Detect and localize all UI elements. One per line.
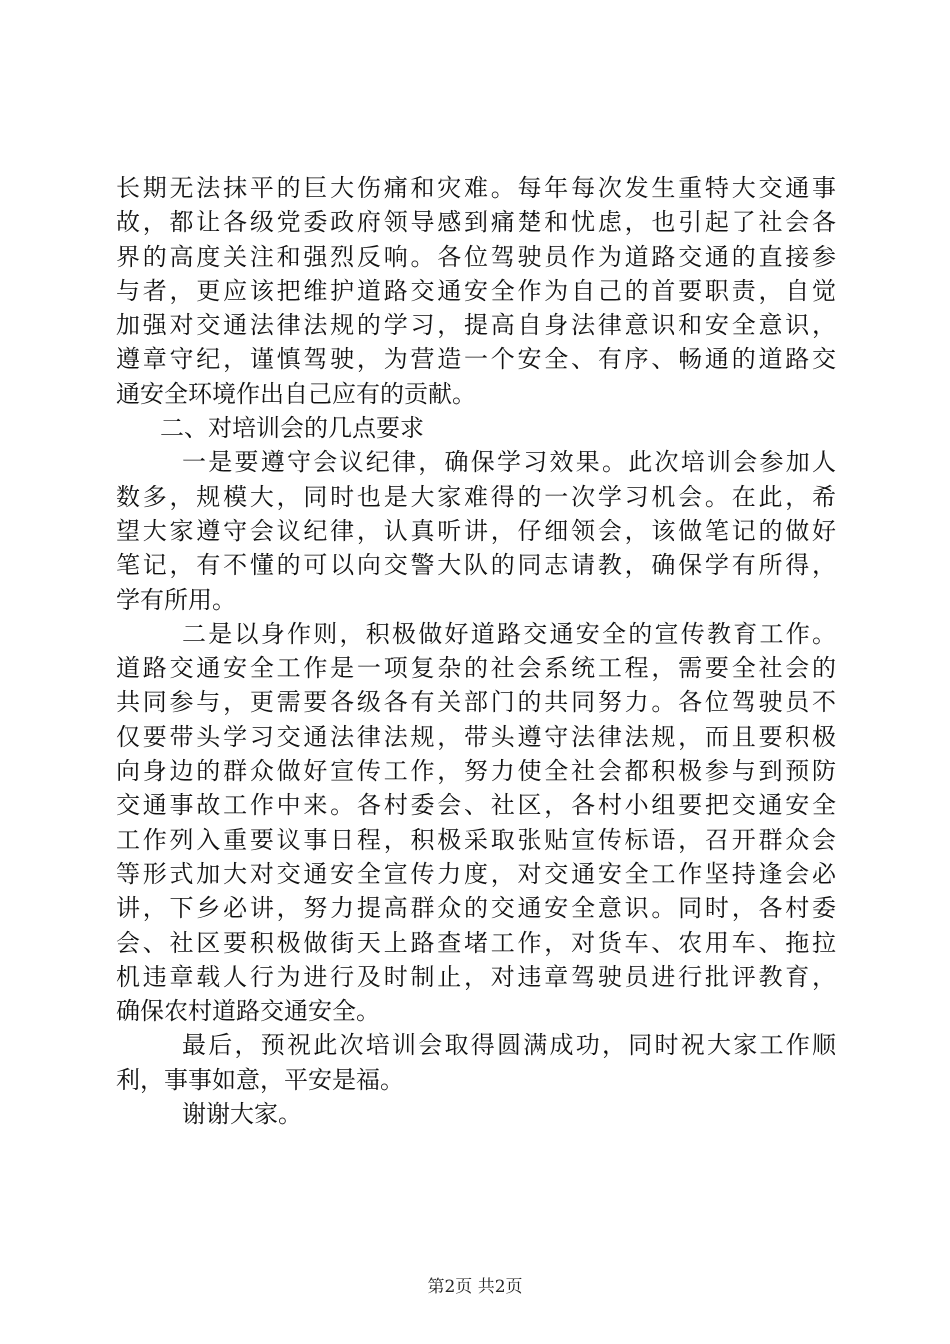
body-line: 利，事事如意，平安是福。 (116, 1065, 404, 1094)
body-line: 讲，下乡必讲，努力提高群众的交通安全意识。同时，各村委 (116, 894, 836, 923)
body-line: 故，都让各级党委政府领导感到痛楚和忧虑，也引起了社会各 (116, 208, 836, 237)
section-heading: 二、对培训会的几点要求 (160, 414, 424, 443)
body-line: 长期无法抹平的巨大伤痛和灾难。每年每次发生重特大交通事 (116, 174, 836, 202)
body-line: 机违章载人行为进行及时制止，对违章驾驶员进行批评教育， (116, 962, 836, 991)
body-line: 加强对交通法律法规的学习，提高自身法律意识和安全意识， (116, 311, 836, 340)
document-body (116, 171, 836, 1131)
body-line: 交通事故工作中来。各村委会、社区，各村小组要把交通安全 (116, 791, 836, 820)
body-line: 仅要带头学习交通法律法规，带头遵守法律法规，而且要积极 (116, 722, 836, 751)
body-line: 通安全环境作出自己应有的贡献。 (116, 379, 476, 408)
body-line: 二是以身作则，积极做好道路交通安全的宣传教育工作。 (182, 619, 836, 648)
body-line: 向身边的群众做好宣传工作，努力使全社会都积极参与到预防 (116, 757, 836, 786)
body-line: 共同参与，更需要各级各有关部门的共同努力。各位驾驶员不 (116, 688, 836, 717)
body-line: 学有所用。 (116, 585, 236, 614)
body-line: 会、社区要积极做街天上路查堵工作，对货车、农用车、拖拉 (116, 928, 836, 957)
body-line: 与者，更应该把维护道路交通安全作为自己的首要职责，自觉 (116, 276, 836, 305)
body-line: 最后，预祝此次培训会取得圆满成功，同时祝大家工作顺 (182, 1031, 836, 1060)
body-line: 一是要遵守会议纪律，确保学习效果。此次培训会参加人 (182, 448, 836, 477)
body-line: 界的高度关注和强烈反响。各位驾驶员作为道路交通的直接参 (116, 242, 836, 271)
body-line: 确保农村道路交通安全。 (116, 997, 380, 1026)
body-line: 数多，规模大，同时也是大家难得的一次学习机会。在此，希 (116, 482, 836, 511)
body-line: 望大家遵守会议纪律，认真听讲，仔细领会，该做笔记的做好 (116, 516, 836, 545)
body-line: 工作列入重要议事日程，积极采取张贴宣传标语，召开群众会 (116, 825, 836, 854)
body-line: 等形式加大对交通安全宣传力度，对交通安全工作坚持逢会必 (116, 859, 836, 888)
body-line: 笔记，有不懂的可以向交警大队的同志请教，确保学有所得， (116, 551, 836, 580)
body-line: 遵章守纪，谨慎驾驶，为营造一个安全、有序、畅通的道路交 (116, 345, 836, 374)
body-line: 道路交通安全工作是一项复杂的社会系统工程，需要全社会的 (116, 654, 836, 683)
page-footer: 第2页 共2页 (427, 1277, 523, 1297)
closing-line: 谢谢大家。 (182, 1100, 302, 1129)
